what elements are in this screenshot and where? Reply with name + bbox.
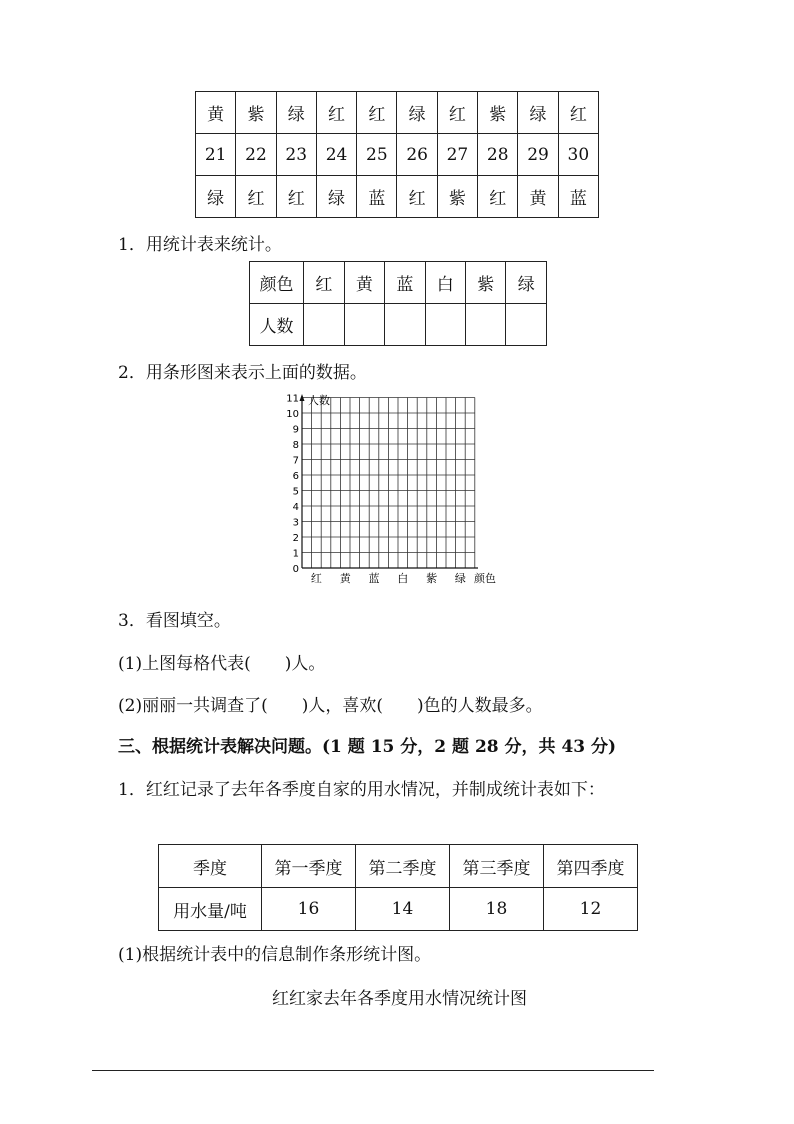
question-3-2-text: (2)丽丽一共调查了( )人，喜欢( )色的人数最多。	[118, 696, 543, 716]
table-header-cell: 绿	[506, 262, 547, 304]
table-header-cell: 第四季度	[544, 845, 638, 888]
table-cell: 红	[236, 176, 276, 218]
table-header-cell: 第一季度	[262, 845, 356, 888]
table-header-cell: 白	[425, 262, 465, 304]
answer-cell[interactable]	[385, 304, 425, 346]
chart-2-title: 红红家去年各季度用水情况统计图	[272, 989, 527, 1009]
table-cell: 绿	[397, 92, 437, 134]
color-stat-table	[249, 261, 547, 346]
x-axis-label: 颜色	[474, 572, 496, 585]
table-cell: 23	[276, 134, 316, 176]
table-cell: 黄	[518, 176, 558, 218]
y-tick-label: 10	[286, 409, 299, 420]
table-header-cell: 蓝	[385, 262, 425, 304]
table-cell: 蓝	[357, 176, 397, 218]
y-axis-label: 人数	[308, 394, 330, 407]
water-usage-table	[158, 844, 638, 931]
x-category-label: 绿	[454, 572, 466, 585]
color-survey-table	[195, 91, 599, 218]
x-category-label: 紫	[426, 572, 438, 585]
y-tick-label: 0	[292, 564, 299, 575]
table-cell: 黄	[196, 92, 236, 134]
table-header-cell: 季度	[159, 845, 262, 888]
y-tick-label: 6	[292, 471, 299, 482]
table-cell: 红	[397, 176, 437, 218]
table-cell: 30	[558, 134, 598, 176]
x-category-label: 红	[310, 572, 322, 585]
x-category-label: 蓝	[368, 572, 380, 585]
question-2-text: 2．用条形图来表示上面的数据。	[118, 363, 367, 383]
table-row-label: 人数	[250, 304, 304, 346]
table-cell: 29	[518, 134, 558, 176]
table-header-cell: 红	[304, 262, 344, 304]
table-cell: 蓝	[558, 176, 598, 218]
table-cell: 16	[262, 888, 356, 931]
table-cell: 紫	[236, 92, 276, 134]
table-cell: 紫	[437, 176, 477, 218]
table-row	[159, 888, 638, 931]
question-3-1-text: (1)上图每格代表( )人。	[118, 654, 326, 674]
table-row	[196, 92, 599, 134]
section-3-question-1-1-text: (1)根据统计表中的信息制作条形统计图。	[118, 945, 432, 965]
x-category-labels	[311, 571, 466, 585]
table-cell: 21	[196, 134, 236, 176]
x-category-label: 白	[397, 572, 409, 585]
table-row	[250, 262, 547, 304]
table-row	[196, 134, 599, 176]
table-cell: 18	[450, 888, 544, 931]
table-cell: 22	[236, 134, 276, 176]
table-cell: 14	[356, 888, 450, 931]
table-row	[196, 176, 599, 218]
y-tick-label: 1	[292, 548, 299, 560]
table-header-cell: 第三季度	[450, 845, 544, 888]
table-cell: 绿	[276, 92, 316, 134]
table-cell: 红	[437, 92, 477, 134]
table-header-cell: 紫	[466, 262, 506, 304]
table-cell: 红	[276, 176, 316, 218]
y-tick-label: 9	[292, 424, 299, 436]
table-header-cell: 颜色	[250, 262, 304, 304]
table-cell: 24	[316, 134, 356, 176]
table-header-cell: 黄	[344, 262, 384, 304]
table-row	[250, 304, 547, 346]
table-cell: 27	[437, 134, 477, 176]
y-tick-label: 4	[292, 502, 299, 513]
y-tick-label: 7	[292, 455, 299, 467]
y-tick-label: 8	[292, 440, 299, 451]
table-row	[159, 845, 638, 888]
table-cell: 绿	[316, 176, 356, 218]
section-3-question-1-text: 1．红红记录了去年各季度自家的用水情况，并制成统计表如下：	[118, 780, 605, 800]
table-cell: 25	[357, 134, 397, 176]
table-cell: 26	[397, 134, 437, 176]
section-3-title: 三、根据统计表解决问题。(1 题 15 分，2 题 28 分，共 43 分)	[118, 737, 617, 757]
question-3-text: 3．看图填空。	[118, 611, 231, 631]
answer-cell[interactable]	[506, 304, 547, 346]
table-row-label: 用水量/吨	[159, 888, 262, 931]
question-1-text: 1．用统计表来统计。	[118, 235, 282, 255]
bar-chart-grid	[283, 392, 503, 588]
answer-cell[interactable]	[344, 304, 384, 346]
y-tick-label: 2	[292, 533, 299, 544]
y-tick-label: 5	[292, 486, 299, 498]
table-header-cell: 第二季度	[356, 845, 450, 888]
table-cell: 28	[478, 134, 518, 176]
table-cell: 红	[558, 92, 598, 134]
chart-grid	[302, 398, 475, 569]
table-cell: 12	[544, 888, 638, 931]
bottom-rule	[92, 1070, 654, 1071]
table-cell: 红	[316, 92, 356, 134]
table-cell: 绿	[196, 176, 236, 218]
x-category-label: 黄	[339, 572, 351, 585]
y-tick-label: 11	[286, 393, 299, 405]
table-cell: 紫	[478, 92, 518, 134]
table-cell: 绿	[518, 92, 558, 134]
answer-cell[interactable]	[466, 304, 506, 346]
y-tick-label: 3	[292, 517, 299, 529]
answer-cell[interactable]	[304, 304, 344, 346]
table-cell: 红	[478, 176, 518, 218]
y-tick-labels	[286, 394, 299, 576]
answer-cell[interactable]	[425, 304, 465, 346]
table-cell: 红	[357, 92, 397, 134]
